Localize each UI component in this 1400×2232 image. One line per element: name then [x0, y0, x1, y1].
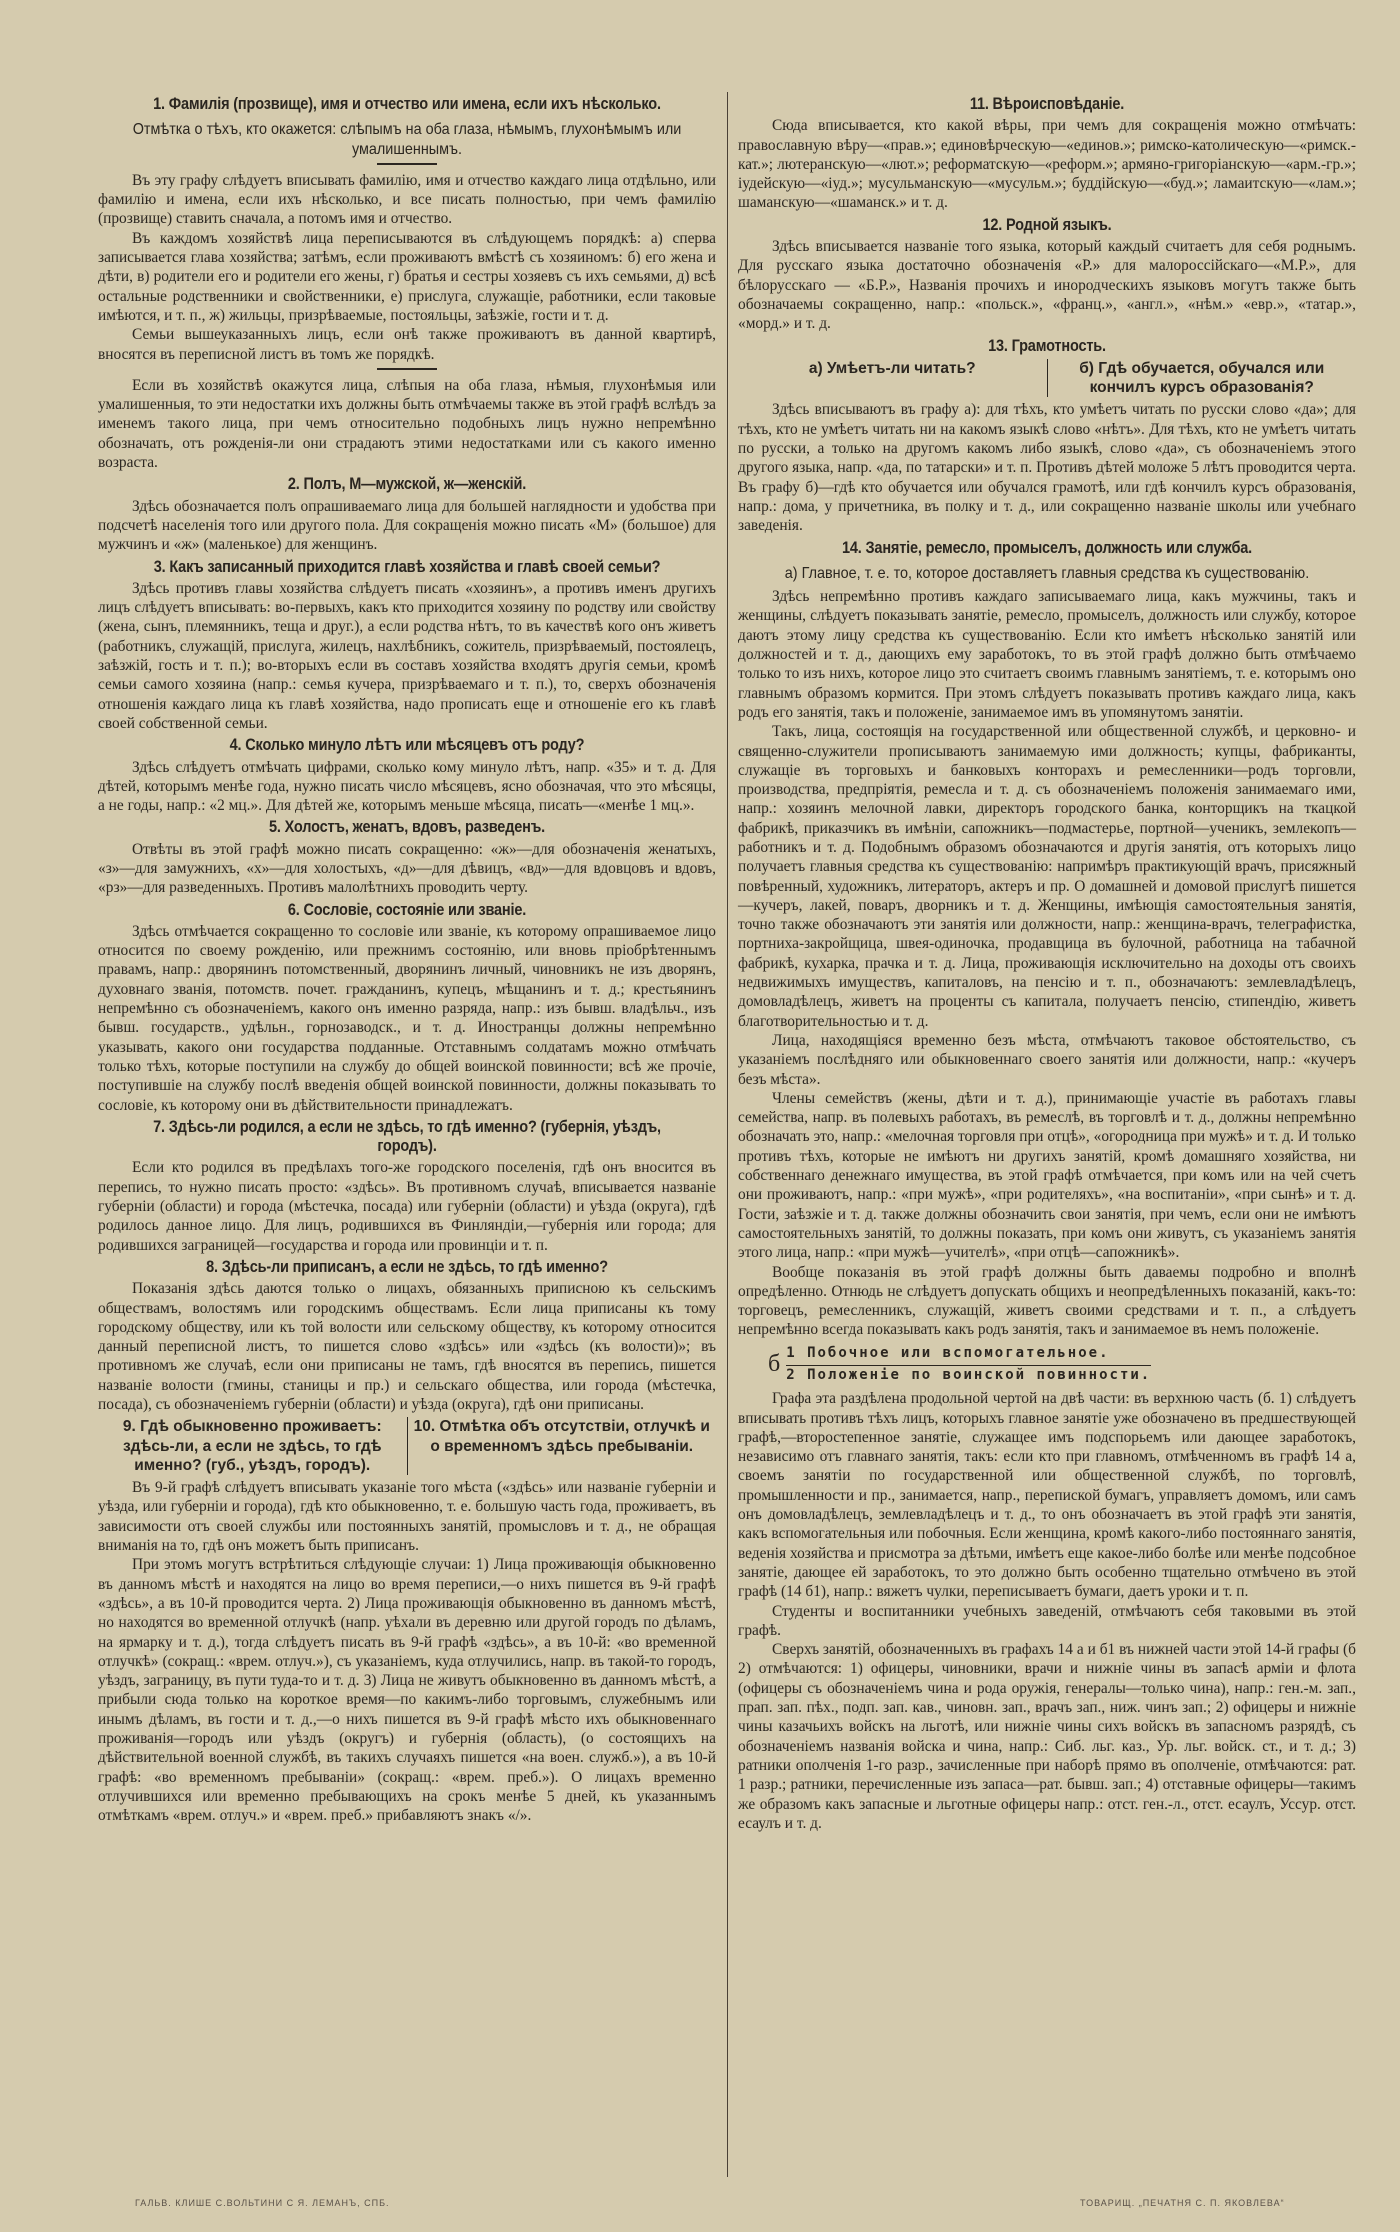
section-heading: 7. Здѣсь-ли родился, а если не здѣсь, то гдѣ именно? (губернія, уѣздъ, городъ). — [153, 1117, 661, 1156]
paragraph: Въ каждомъ хозяйствѣ лица переписываются въ слѣдующемъ порядкѣ: а) сперва записывается глава хозяйства; затѣмъ, если проживаютъ вмѣстѣ съ хозяиномъ: б) его жена и дѣти, в) родители его и родители его жены, г) братья и сестры хозяевъ съ ихъ семьями, д) всѣ остальные родственники и свойственники, е) прислуга, служащіе, работники, если таковые имѣются, и т. п., ж) жильцы, призрѣваемые, постояльцы, заѣзжіе, гости и т. д. — [98, 229, 716, 324]
section-heading: 11. Вѣроисповѣданіе. — [969, 95, 1125, 113]
printer-imprint-left: ГАЛЬВ. КЛИШЕ С.ВОЛЬТИНИ С Я. ЛЕМАНЪ, СПБ. — [135, 2198, 390, 2208]
section-heading: 12. Родной языкъ. — [982, 215, 1112, 234]
paragraph: Если въ хозяйствѣ окажутся лица, слѣпыя на оба глаза, нѣмыя, глухонѣмыя или умалишенныя, то эти недостатки ихъ должны быть отмѣчаемы также въ этой графѣ вслѣдъ за именемъ такого лица, при чемъ относительно подобныхъ лицъ нужно непремѣнно обозначать, отъ рожденія-ли они страдаютъ этими недостатками или съ какого именно возраста. — [98, 376, 716, 472]
split-heading-left: 9. Гдѣ обыкновенно проживаетъ: здѣсь-ли, а если не здѣсь, то гдѣ именно? (губ., уѣздъ, городъ). — [98, 1417, 408, 1475]
column-divider — [727, 92, 728, 2177]
paragraph: Показанія здѣсь даются только о лицахъ, обязанныхъ приписною къ сельскимъ обществамъ, волостямъ или городскимъ обществамъ. Если лица приписаны къ тому городскому обществу, или къ той волости или сельскому обществу, къ которому относится данный переписной листъ, то пишется слово «здѣсь» или «здѣсь (къ волости)»; въ противномъ же случаѣ, если они приписаны не тамъ, гдѣ вносятся въ перепись, пишется названіе волости (гмины, станицы и пр.) и сельскаго общества, или города (мѣстечка, посада), съ обозначеніемъ губерніи (области) и уѣзда (округа), гдѣ они приписаны. — [98, 1280, 716, 1413]
printer-imprint-right: ТОВАРИЩ. „ПЕЧАТНЯ С. П. ЯКОВЛЕВА“ — [1080, 2198, 1285, 2208]
fraction-heading — [768, 1344, 1356, 1386]
fraction-top: 1 Побочное или вспомогательное. — [786, 1344, 1151, 1366]
paragraph: Отвѣты въ этой графѣ можно писать сокращенно: «ж»—для обозначенія женатыхъ, «з»—для замужнихъ, «х»—для холостыхъ, «д»—для дѣвицъ, «вд»—для вдовцовъ и вдовъ, «рз»—для разведенныхъ. Противъ малолѣтнихъ проводить черту. — [98, 840, 716, 897]
paragraph: Такъ, лица, состоящія на государственной или общественной службѣ, и церковно- и священно-служители прописываютъ занимаемую ими должность; купцы, фабриканты, служащіе въ торговыхъ и банковыхъ конторахъ и ремесленники—родъ торговли, производства, предпріятія, ремесла и т. д. съ обозначеніемъ положенія занимаемаго ими, напр.: хозяинъ мелочной лавки, директоръ городского банка, конторщикъ на ткацкой фабрикѣ, приказчикъ въ имѣніи, сапожникъ—подмастерье, портной—ученикъ, землекопъ—работникъ и т. д. Подобнымъ образомъ обозначаются и другія занятія, отъ которыхъ лицо получаетъ главныя средства къ существованію: напримѣръ практикующій врачъ, присяжный повѣренный, художникъ, литераторъ, актеръ и пр. О домашней и домовой прислугѣ пишется—кучеръ, лакей, поваръ, дворникъ и т. д. Женщины, имѣющія самостоятельныя занятія, точно также обозначаютъ эти занятія или должности, напр.: женщина-врачъ, телеграфистка, портниха-закройщица, швея-одиночка, продавщица въ булочной, работница на табачной фабрикѣ, кухарка, прачка и т. д. Лица, проживающія исключительно на доходы отъ своихъ недвижимыхъ имуществъ, капиталовъ, на пенсію и т. п., обозначаютъ: землевладѣлецъ, домовладѣлецъ, живетъ на проценты съ капитала, получаетъ пенсію, стипендію, живетъ благотворительностью и т. д. — [738, 723, 1356, 1030]
split-heading-left: а) Умѣетъ-ли читать? — [738, 359, 1048, 398]
paragraph: Сверхъ занятій, обозначенныхъ въ графахъ 14 а и б1 въ нижней части этой 14-й графы (б 2) отмѣчаются: 1) офицеры, чиновники, врачи и нижніе чины въ запасѣ арміи и флота (офицеры съ обозначеніемъ чина и рода оружія, генералы—только чина), напр.: ген.-м. зап., прап. зап. пѣх., подп. зап. кав., чиновн. зап., врачъ зап., ниж. чинъ зап.; 2) офицеры и нижніе чины казачьихъ войскъ на льготѣ, или нижніе чины сихъ войскъ въ запасномъ разрядѣ, съ обозначеніемъ названія войска и чина, напр.: Сиб. льг. каз., Ур. льг. войск. ст., и т. д.; 3) ратники ополченія 1-го разр., зачисленные при наборѣ прямо въ ополченіе, отмѣчаются: рат. 1 разр.; ратники, перечисленные изъ запаса—рат. бывш. зап.; 4) отставные офицеры—такимъ же образомъ какъ запасные и льготные офицеры напр.: отст. ген.-л., отст. есаулъ, Уссур. отст. есаулъ и т. д. — [738, 1641, 1356, 1832]
split-heading-right: 10. Отмѣтка объ отсутствіи, отлучкѣ и о временномъ здѣсь пребываніи. — [413, 1418, 710, 1455]
section-heading: 14. Занятіе, ремесло, промыселъ, должность или служба. — [841, 538, 1252, 557]
split-heading — [98, 1417, 716, 1475]
paragraph: Здѣсь обозначается полъ опрашиваемаго лица для большей наглядности и удобства при подсчетѣ населенія того или другого пола. Для сокращенія можно писать «М» (большое) для мужчинъ и «ж» (маленькое) для женщинъ. — [98, 497, 716, 554]
paragraph: Студенты и воспитанники учебныхъ заведеній, отмѣчаютъ себя таковыми въ этой графѣ. — [738, 1602, 1356, 1639]
paragraph: Члены семействъ (жены, дѣти и т. д.), принимающіе участіе въ работахъ главы семейства, напр. въ полевыхъ работахъ, въ ремеслѣ, въ торговлѣ и т. д., должны непремѣнно обозначать это, напр.: «мелочная торговля при отцѣ», «огородница при мужѣ» и т. д. И только противъ тѣхъ, которые не имѣютъ ни другихъ занятій, кромѣ домашняго хозяйства, ни собственнаго денежнаго имущества, въ этой графѣ отмѣчается, при комъ или на чей счетъ они проживаютъ, напр.: «при мужѣ», «при родителяхъ», «на воспитаніи», «при сынѣ» и т. д. Гости, заѣзжіе и т. д. также должны обозначить свои занятія, при чемъ, если они не имѣютъ самостоятельныхъ занятій, то должны показать, при комъ они живутъ, съ указаніемъ занятія этого лица, напр.: «при мужѣ—учителѣ», «при отцѣ—сапожникѣ». — [738, 1089, 1356, 1262]
split-heading-right: б) Гдѣ обучается, обучался или кончилъ курсъ образованія? — [1079, 359, 1325, 397]
section-heading: 13. Грамотность. — [988, 336, 1106, 355]
section-heading: 6. Сословіе, состояніе или званіе. — [287, 900, 527, 919]
paragraph: Здѣсь слѣдуетъ отмѣчать цифрами, сколько кому минуло лѣтъ, напр. «35» и т. д. Для дѣтей, которымъ менѣе года, нужно писать число мѣсяцевъ, ясно обозначая, что это мѣсяцы, а не годы, напр.: «2 мц.». Для дѣтей же, которымъ меньше мѣсяца, писать—«менѣе 1 мц.». — [98, 758, 716, 815]
section-subheading: Отмѣтка о тѣхъ, кто окажется: слѣпымъ на оба глаза, нѣмымъ, глухонѣмымъ или умалишеннымъ. — [132, 121, 682, 158]
paragraph: Лица, находящіяся временно безъ мѣста, отмѣчаютъ таковое обстоятельство, съ указаніемъ послѣдняго или обыкновеннаго своего занятія или должности, напр.: «кучеръ безъ мѣста». — [738, 1031, 1356, 1088]
paragraph: Вообще показанія въ этой графѣ должны быть даваемы подробно и вполнѣ опредѣленно. Отнюдь не слѣдуетъ допускать общихъ и неопредѣленныхъ показаній, какъ-то: торговецъ, ремесленникъ, служащій, живетъ своими средствами и т. п., а слѣдуетъ непремѣнно всегда показывать какъ родъ занятія, такъ и занимаемое въ немъ положеніе. — [738, 1263, 1356, 1339]
paragraph: Семьи вышеуказанныхъ лицъ, если онѣ также проживаютъ въ данной квартирѣ, вносятся въ переписной листъ въ томъ же порядкѣ. — [98, 326, 716, 363]
fraction-body — [786, 1344, 1151, 1386]
section-heading: 3. Какъ записанный приходится главѣ хозяйства и главѣ своей семьи? — [153, 557, 661, 576]
left-column — [98, 92, 716, 1826]
right-column — [738, 92, 1356, 1833]
separator-rule — [377, 368, 437, 370]
split-heading — [738, 359, 1356, 398]
paragraph: Здѣсь непремѣнно противъ каждаго записываемаго лица, какъ мужчины, такъ и женщины, слѣдуетъ показывать занятіе, ремесло, промыселъ, должность или службу, которое даютъ этому лицу средства къ существованію. Если кто имѣетъ нѣсколько занятій или должностей и т. д., дающихъ ему заработокъ, то въ этой графѣ должно быть отмѣчаемо только то изъ нихъ, которое лицо это считаетъ своимъ главнымъ занятіемъ, т. е. которымъ оно главнымъ образомъ кормится. При этомъ слѣдуетъ показывать противъ каждаго лица, какъ родъ его занятія, такъ и положеніе, занимаемое имъ въ упомянутомъ занятіи. — [738, 588, 1356, 721]
section-heading: 1. Фамилія (прозвище), имя и отчество или имена, если ихъ нѣсколько. — [153, 95, 661, 113]
section-heading: 5. Холостъ, женатъ, вдовъ, разведенъ. — [268, 818, 546, 837]
section-heading: 8. Здѣсь-ли приписанъ, а если не здѣсь, то гдѣ именно? — [206, 1257, 608, 1276]
paragraph: Въ 9-й графѣ слѣдуетъ вписывать указаніе того мѣста («здѣсь» или названіе губерніи и уѣзда, или губерніи и города), гдѣ кто обыкновенно, т. е. большую часть года, проживаетъ, въ зависимости отъ своей службы или постоянныхъ занятій, промысловъ и т. д., не обращая вниманія на то, гдѣ онъ можетъ быть приписанъ. — [98, 1479, 716, 1555]
section-heading: 2. Полъ, М—мужской, ж—женскій. — [287, 475, 527, 494]
paragraph: При этомъ могутъ встрѣтиться слѣдующіе случаи: 1) Лица проживающія обыкновенно въ данномъ мѣстѣ и находятся на лицо во время переписи,—о нихъ пишется въ 9-й графѣ «здѣсь», а въ 10-й проводится черта. 2) Лица проживающія обыкновенно въ данномъ мѣстѣ, но находятся во временной отлучкѣ (напр. уѣхали въ деревню или другой городъ по дѣламъ, на ярмарку и т. д.), тогда слѣдуетъ писать въ 9-й графѣ «здѣсь», а въ 10-й: «во временной отлучкѣ» (сокращ.: «врем. отлуч.»), съ указаніемъ, куда отлучились, напр. въ такой-то городъ, уѣздъ, заграницу, въ пути туда-то и т. д. 3) Лица не живутъ обыкновенно въ данномъ мѣстѣ, а прибыли сюда только на короткое время—по какимъ-либо торговымъ, служебнымъ или инымъ дѣламъ, въ гости и т. д.,—о нихъ пишется въ 9-й графѣ мѣсто ихъ обыкновеннаго проживанія—городъ или уѣздъ (округъ) и губернія (область), (о состоящихъ на дѣйствительной военной службѣ, въ такихъ случаяхъ пишется «на воен. служб.»), а въ 10-й графѣ: «во временномъ пребываніи» (сокращ.: «врем. преб.»). О лицахъ временно отлучившихся или временно пребывающихъ на срокъ менѣе 5 дней, къ указаннымъ отмѣткамъ «врем. отлуч.» и «врем. преб.» прибавляютъ знакъ «/». — [98, 1556, 716, 1825]
separator-rule — [377, 163, 437, 165]
fraction-bottom: 2 Положеніе по воинской повинности. — [786, 1367, 1152, 1383]
census-instruction-page — [98, 92, 1363, 2182]
paragraph: Если кто родился въ предѣлахъ того-же городского поселенія, гдѣ онъ вносится въ перепись, то нужно писать просто: «здѣсь». Въ противномъ случаѣ, вписывается названіе губерніи (области) и города (мѣстечка, посада) или губерніи (области) и уѣзда (округа), гдѣ родилось данное лицо. Для лицъ, родившихся въ Финляндіи,—губернія или города; для родившихся заграницей—государства и города или провинціи и т. п. — [98, 1159, 716, 1254]
section-subheading: а) Главное, т. е. то, которое доставляетъ главныя средства къ существованію. — [784, 564, 1310, 582]
fraction-letter: б — [768, 1350, 781, 1377]
section-heading: 4. Сколько минуло лѣтъ или мѣсяцевъ отъ роду? — [229, 736, 585, 755]
paragraph: Сюда вписывается, кто какой вѣры, при чемъ для сокращенія можно отмѣчать: православную вѣру—«прав.»; единовѣрческую—«единов.»; римско-католическую—«римск.-кат.»; лютеранскую—«лют.»; реформатскую—«реформ.»; армяно-григоріанскую—«арм.-гр.»; іудейскую—«іуд.»; мусульманскую—«мусульм.»; буддійскую—«буд.»; ламаитскую—«лам.»; шаманскую—«шаманск.» и т. д. — [738, 117, 1356, 212]
paragraph: Графа эта раздѣлена продольной чертой на двѣ части: въ верхнюю часть (б. 1) слѣдуетъ вписывать противъ тѣхъ лицъ, которыхъ главное занятіе уже обозначено въ предшествующей графѣ,—второстепенное занятіе, служащее имъ подспорьемъ или дающее заработокъ, независимо отъ главнаго занятія, такъ: если кто при главномъ, отмѣченномъ въ графѣ 14 а, своемъ занятіи по государственной или общественной службѣ, по торговлѣ, промышленности и пр., занимается, напр., перепиской бумагъ, управляетъ домомъ, или самъ онъ домовладѣлецъ, землевладѣлецъ и т. д., то онъ обозначаетъ въ этой графѣ эти занятія, какъ вспомогательныя или побочныя. Если женщина, кромѣ какого-либо постояннаго занятія, веденія хозяйства и присмотра за дѣтьми, имѣетъ еще какое-либо болѣе или менѣе подсобное занятіе, дающее ей заработокъ, то это должно быть особенно тщательно отмѣчено въ этой графѣ (14 б1), напр.: вяжетъ чулки, переписываетъ бумаги, даетъ уроки и т. п. — [738, 1390, 1356, 1601]
paragraph: Здѣсь противъ главы хозяйства слѣдуетъ писать «хозяинъ», а противъ именъ другихъ лицъ слѣдуетъ вписывать: во-первыхъ, какъ кто приходится хозяину по родству или свойству (жена, сынъ, племянникъ, теща и друг.), а если родства нѣтъ, то въ качествѣ кого онъ живетъ (работникъ, служащій, прислуга, жилецъ, нахлѣбникъ, сожитель, призрѣваемый, постоялецъ, заѣзжій, гость и т. п.); во-вторыхъ если въ составъ хозяйства входятъ другія семьи, кромѣ семьи самого хозяина (напр.: семья кучера, призрѣваемаго и т. п.), то, сверхъ обозначенія отношенія каждаго лица къ главѣ хозяйства, надо прописать еще и отношеніе его къ главѣ своей собственной семьи. — [98, 579, 716, 732]
paragraph: Здѣсь отмѣчается сокращенно то сословіе или званіе, къ которому опрашиваемое лицо относится по своему рожденію, или прежнимъ состоянію, или вновь пріобрѣтеннымъ правамъ, напр.: дворянинъ потомственный, дворянинъ личный, чиновникъ не изъ дворянъ, духовнаго званія, потомств. почет. гражданинъ, купецъ, мѣщанинъ и т. д.; крестьянинъ непремѣнно съ обозначеніемъ, какого онъ именно разряда, напр.: изъ бывш. владѣльч., изъ бывш. государств., удѣльн., горнозаводск., и т. д. Иностранцы должны непремѣнно указывать, какого они государства подданные. Отставнымъ солдатамъ можно отмѣчать только тѣхъ, которые поступили на службу до общей воинской повинности; всѣ же прочіе, поступившіе на службу послѣ введенія общей воинской повинности, должны показывать то сословіе, къ которому они въ дѣйствительности принадлежатъ. — [98, 922, 716, 1114]
paragraph: Здѣсь вписываютъ въ графу а): для тѣхъ, кто умѣетъ читать по русски слово «да»; для тѣхъ, кто не умѣетъ читать ни на какомъ языкѣ слово «нѣтъ». Для тѣхъ, кто не умѣетъ читать по русски, а только на другомъ какомъ либо языкѣ, слово «да», съ обозначеніемъ этого другого языка, напр. «да, по татарски» и т. п. Противъ дѣтей моложе 5 лѣтъ проводится черта. Въ графу б)—гдѣ кто обучается или обучался грамотѣ, или гдѣ кончилъ курсъ образованія, напр.: дома, у причетника, въ полку и т. д., или сокращенно названіе школы или учебнаго заведенія. — [738, 401, 1356, 535]
paragraph: Здѣсь вписывается названіе того языка, который каждый считаетъ для себя роднымъ. Для русскаго языка достаточно обозначенія «Р.» для малороссійскаго—«М.Р.», для бѣлорусскаго — «Б.Р.», Названія прочихъ и инородческихъ языковъ могутъ также быть обозначаемы сокращенно, напр.: «польск.», «франц.», «англ.», «нѣм.» «евр.», «татар.», «морд.» и т. д. — [738, 238, 1356, 333]
paragraph: Въ эту графу слѣдуетъ вписывать фамилію, имя и отчество каждаго лица отдѣльно, или фамилію и имена, если ихъ нѣсколько, и все писать полностью, при чемъ фамилію (прозвище) ставить сначала, а потомъ имя и отчество. — [98, 171, 716, 228]
